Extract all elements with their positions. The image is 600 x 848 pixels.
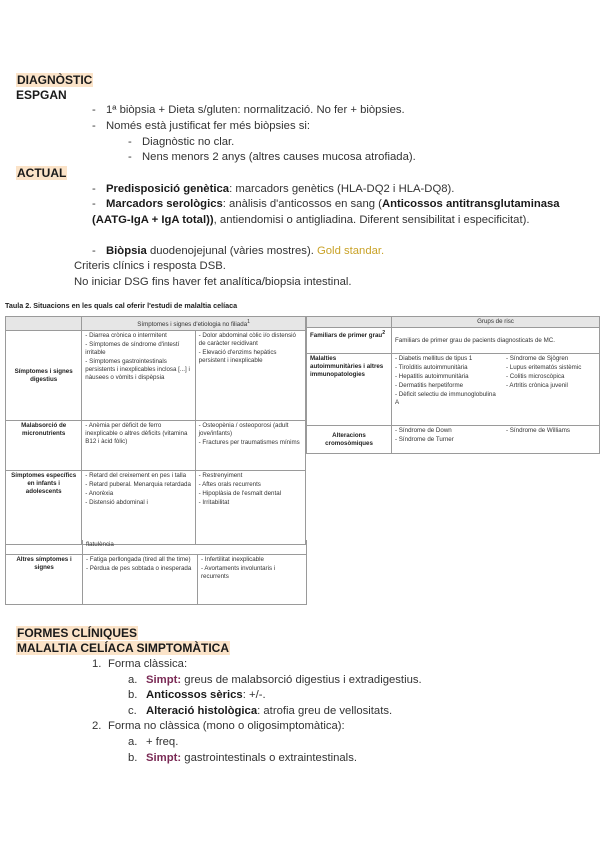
row-label: Alteracions cromosòmiques bbox=[307, 426, 392, 454]
table-row: Altres símptomes i signes - Fatiga perllongada (tired all the time) - Pèrdua de pes sobtada o inesperada - Infertilitat inexplicable - Avortaments involuntaris i recurrents bbox=[6, 554, 307, 604]
list-item: 1. Forma clàssica: bbox=[92, 658, 188, 670]
row-label: Altres símptomes i signes bbox=[6, 554, 83, 604]
row-label: Símptomes i signes digestius bbox=[6, 331, 82, 421]
formes-title: FORMES CLÍNIQUES bbox=[17, 626, 138, 640]
list-item: - Predisposició genètica: marcadors genètics (HLA-DQ2 i HLA-DQ8). bbox=[92, 183, 455, 195]
row-label: Familiars de primer grau$^2$ bbox=[307, 328, 392, 354]
table-row: Malabsorció de micronutrients - Anèmia per dèficit de ferro inexplicable o altres dèficits (vitamina B12 i àcid fòlic) - Osteopènia / osteoporosi (adult jove/infants) - Fractures per traumatismes mínims bbox=[6, 421, 306, 471]
list-item: b. Anticossos sèrics: +/-. bbox=[128, 689, 266, 701]
table-row: Símptomes específics en infants i adolescents - Retard del creixement en pes i talla - Retard puberal. Menarquia retardada - Anorèxia - Distensió abdominal i - Restrenyiment - Aftes orals recurrents - Hipoplàsia de l'esmalt dental - Irritabilitat bbox=[6, 471, 306, 545]
row-label: Símptomes específics en infants i adolescents bbox=[6, 471, 82, 545]
symptoms-header: Símptomes i signes d'etiologia no filiada$^1$ bbox=[82, 317, 306, 331]
risk-groups-header: Grups de risc bbox=[392, 317, 600, 328]
list-item: c. Alteració histològica: atrofia greu de vellositats. bbox=[128, 705, 393, 717]
malaltia-subtitle: MALALTIA CELÍACA SIMPTOMÀTICA bbox=[17, 641, 229, 655]
no-iniciar-text: No iniciar DSG fins haver fet analítica/biopsia intestinal. bbox=[74, 276, 352, 288]
list-item: - Només està justificat fer més biòpsies si: bbox=[92, 120, 311, 132]
table-row: flatulència bbox=[6, 540, 307, 554]
list-item: a. Simpt: greus de malabsorció digestius i extradigestius. bbox=[128, 674, 422, 686]
row-label: Malabsorció de micronutrients bbox=[6, 421, 82, 471]
symptoms-table-continued bbox=[5, 540, 307, 605]
list-item: - Biòpsia duodenojejunal (vàries mostres). Gold standar. bbox=[92, 245, 385, 257]
table-row: Símptomes i signes digestius - Diarrea crònica o intermitent - Símptomes de síndrome d'intestí irritable - Símptomes gastrointestinals persistents i inexplicables inclosa [...] i nàusees o vòmits i dispèpsia - Dolor abdominal còlic i/o distensió de caràcter recidivant - Elevació d'enzims hepàtics persistent i inexplicable bbox=[6, 331, 306, 421]
list-item: - Diagnòstic no clar. bbox=[128, 136, 235, 148]
criteris-text: Criteris clínics i resposta DSB. bbox=[74, 260, 226, 272]
list-item: - Marcadors serològics: anàlisis d'anticossos en sang (Anticossos antitransglutaminasa (AATG-IgA + IgA total)), antiendomisi o antigliadina. Diferent sensibilitat i especificitat). bbox=[92, 198, 560, 226]
diagnostic-title: DIAGNÒSTIC bbox=[17, 73, 93, 87]
list-item: - Nens menors 2 anys (altres causes mucosa atrofiada). bbox=[128, 151, 416, 163]
list-item: - 1ª biòpsia + Dieta s/gluten: normalització. No fer + biòpsies. bbox=[92, 104, 405, 116]
table-row: Familiars de primer grau$^2$ Familiars de primer grau de pacients diagnosticats de MC. bbox=[307, 328, 600, 354]
table-caption: Taula 2. Situacions en les quals cal oferir l'estudi de malaltia celíaca bbox=[5, 301, 238, 310]
row-label: Malalties autoimmunitàries i altres immunopatologies bbox=[307, 354, 392, 426]
list-item: 2. Forma no clàssica (mono o oligosimptomàtica): bbox=[92, 720, 345, 732]
symptoms-table bbox=[5, 316, 306, 545]
actual-title: ACTUAL bbox=[17, 166, 67, 180]
risk-groups-table bbox=[306, 316, 600, 454]
list-item: a. + freq. bbox=[128, 736, 179, 748]
list-item: b. Simpt: gastrointestinals o extraintestinals. bbox=[128, 752, 357, 764]
espgan-subtitle: ESPGAN bbox=[16, 88, 67, 102]
table-row: Malalties autoimmunitàries i altres immunopatologies - Diabetis mellitus de tipus 1 - Tiroïditis autoimmunitària - Hepatitis autoimmunitària - Dermatitis herpetiforme - Dèficit selectiu de immunoglobulina A - Síndrome de Sjögren - Lupus eritematós sistèmic - Colitis microscòpica - Artritis crònica juvenil bbox=[307, 354, 600, 426]
table-row: Alteracions cromosòmiques - Síndrome de Down - Síndrome de Turner - Síndrome de Williams bbox=[307, 426, 600, 454]
